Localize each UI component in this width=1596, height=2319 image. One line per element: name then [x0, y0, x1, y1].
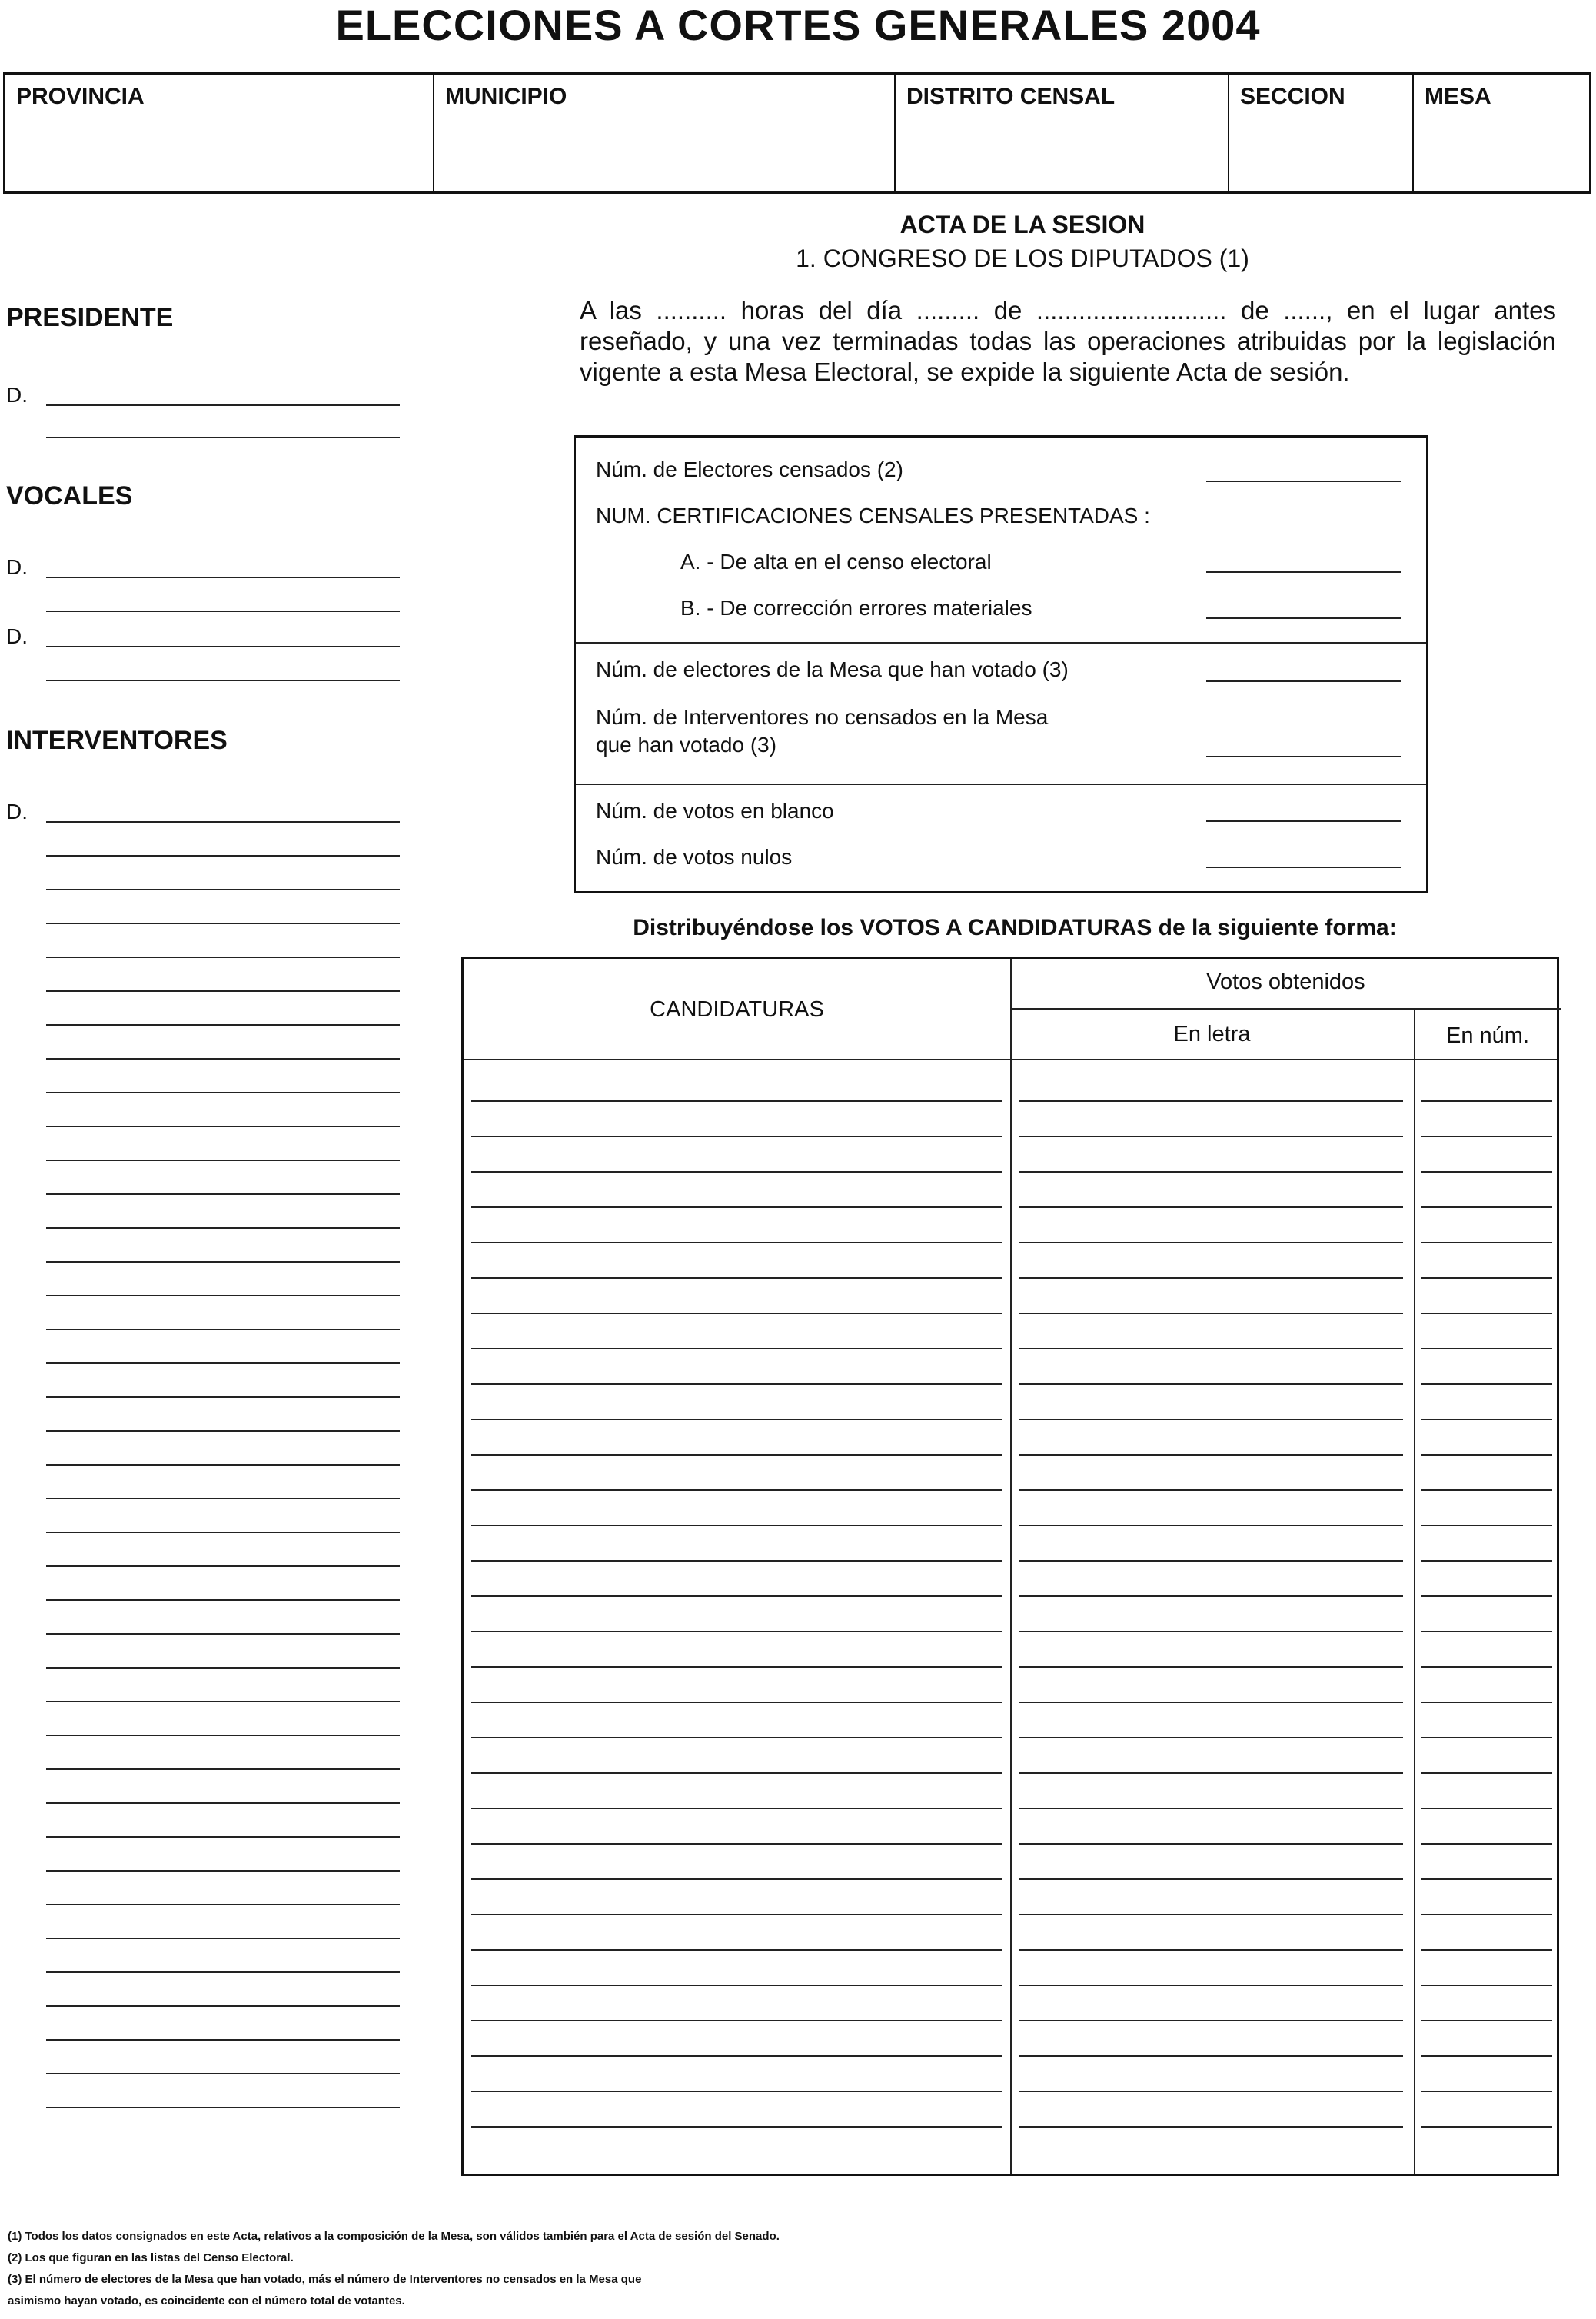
interventor-signature-line[interactable]	[46, 855, 400, 857]
voting-summary-box	[574, 435, 1428, 893]
interventor-signature-line[interactable]	[46, 1768, 400, 1770]
votos-letra-line[interactable]	[1019, 1737, 1403, 1738]
presidente-signature-line[interactable]	[46, 404, 400, 406]
presidente-label: PRESIDENTE	[6, 303, 174, 332]
votos-num-line[interactable]	[1421, 1914, 1552, 1915]
votos-letra-line[interactable]	[1019, 1985, 1403, 1986]
votos-num-line[interactable]	[1421, 1737, 1552, 1738]
votos-num-line[interactable]	[1421, 1808, 1552, 1809]
votos-num-line[interactable]	[1421, 1277, 1552, 1279]
interventor-signature-line[interactable]	[46, 2039, 400, 2041]
votos-num-line[interactable]	[1421, 1136, 1552, 1137]
vocal-2-d-label: D.	[6, 624, 28, 648]
acta-intro-paragraph: A las .......... horas del día ......... de ........................... de ......, en el lugar antes reseñado, y una vez terminadas todas las operaciones atribuidas por la legislación vigente a esta Mesa Electoral, se expide la siguiente Acta de sesión.	[580, 296, 1556, 386]
interventor-signature-line[interactable]	[46, 2107, 400, 2108]
votos-letra-line[interactable]	[1019, 1348, 1403, 1349]
candidatura-line[interactable]	[471, 2091, 1002, 2092]
candidatura-line[interactable]	[471, 1878, 1002, 1880]
interventor-signature-line[interactable]	[46, 1464, 400, 1466]
votos-letra-line[interactable]	[1019, 1206, 1403, 1208]
electores-votado-label: Núm. de electores de la Mesa que han votado (3)	[596, 657, 1069, 681]
votos-num-line[interactable]	[1421, 2020, 1552, 2021]
interventor-signature-line[interactable]	[46, 1904, 400, 1905]
candidatura-line[interactable]	[471, 1560, 1002, 1562]
interventor-signature-line[interactable]	[46, 1633, 400, 1635]
vocal-1-signature-line-2[interactable]	[46, 611, 400, 612]
votos-letra-line[interactable]	[1019, 1631, 1403, 1632]
col-num-header: En núm.	[1446, 1023, 1529, 1048]
votos-num-line[interactable]	[1421, 1419, 1552, 1420]
cert-alta-label: A. - De alta en el censo electoral	[680, 550, 992, 574]
candidatura-line[interactable]	[471, 1772, 1002, 1774]
electores-votado-field[interactable]	[1206, 680, 1401, 682]
interventor-signature-line[interactable]	[46, 1193, 400, 1195]
votos-letra-line[interactable]	[1019, 1454, 1403, 1456]
votos-num-line[interactable]	[1421, 1949, 1552, 1951]
votos-nulos-field[interactable]	[1206, 867, 1401, 868]
interventor-signature-line[interactable]	[46, 1058, 400, 1060]
votos-num-line[interactable]	[1421, 2126, 1552, 2128]
votos-nulos-label: Núm. de votos nulos	[596, 845, 793, 869]
candidatura-line[interactable]	[471, 1949, 1002, 1951]
votos-blanco-label: Núm. de votos en blanco	[596, 799, 834, 823]
votos-blanco-field[interactable]	[1206, 820, 1401, 822]
candidatura-line[interactable]	[471, 1702, 1002, 1703]
interventor-signature-line[interactable]	[46, 1802, 400, 1804]
interventor-signature-line[interactable]	[46, 1498, 400, 1499]
votos-letra-line[interactable]	[1019, 1419, 1403, 1420]
interventor-signature-line[interactable]	[46, 1227, 400, 1229]
votos-letra-line[interactable]	[1019, 1772, 1403, 1774]
interventor-signature-line[interactable]	[46, 1971, 400, 1973]
candidatura-line[interactable]	[471, 1454, 1002, 1456]
candidatura-line[interactable]	[471, 1914, 1002, 1915]
votos-num-line[interactable]	[1421, 1702, 1552, 1703]
votos-letra-line[interactable]	[1019, 1914, 1403, 1915]
interventores-label: INTERVENTORES	[6, 726, 228, 755]
field-seccion[interactable]	[1228, 75, 1412, 191]
interventor-signature-line[interactable]	[46, 1599, 400, 1601]
votos-letra-line[interactable]	[1019, 2020, 1403, 2021]
interventor-signature-line[interactable]	[46, 821, 400, 823]
document-title: ELECCIONES A CORTES GENERALES 2004	[335, 1, 1261, 49]
presidente-d-label: D.	[6, 383, 28, 407]
footnote-3-continued: asimismo hayan votado, es coincidente con el número total de votantes.	[8, 2294, 405, 2307]
votos-num-line[interactable]	[1421, 1348, 1552, 1349]
vocal-2-signature-line[interactable]	[46, 646, 400, 647]
candidatura-line[interactable]	[471, 1206, 1002, 1208]
votos-num-line[interactable]	[1421, 1242, 1552, 1243]
col-divider-num	[1414, 1008, 1415, 2174]
interventor-signature-line[interactable]	[46, 1870, 400, 1872]
interventor-signature-line[interactable]	[46, 1396, 400, 1398]
interventor-signature-line[interactable]	[46, 1329, 400, 1330]
vocal-1-d-label: D.	[6, 555, 28, 579]
candidatura-line[interactable]	[471, 1242, 1002, 1243]
votos-num-line[interactable]	[1421, 1525, 1552, 1526]
votos-num-line[interactable]	[1421, 1171, 1552, 1173]
acta-heading: ACTA DE LA SESION	[899, 211, 1145, 238]
votos-letra-line[interactable]	[1019, 2091, 1403, 2092]
table-header-bottom	[464, 1059, 1557, 1060]
vocal-2-signature-line-2[interactable]	[46, 680, 400, 681]
field-municipio-label: MUNICIPIO	[445, 84, 567, 109]
votos-letra-line[interactable]	[1019, 1171, 1403, 1173]
interventor-signature-line[interactable]	[46, 1362, 400, 1364]
candidatura-line[interactable]	[471, 1595, 1002, 1597]
candidatura-line[interactable]	[471, 1100, 1002, 1102]
interventor-signature-line[interactable]	[46, 889, 400, 890]
votos-letra-line[interactable]	[1019, 2126, 1403, 2128]
votos-letra-line[interactable]	[1019, 1666, 1403, 1668]
votos-letra-line[interactable]	[1019, 1277, 1403, 1279]
interventor-signature-line[interactable]	[46, 1092, 400, 1093]
interventor-signature-line[interactable]	[46, 923, 400, 924]
interventores-votado-field[interactable]	[1206, 756, 1401, 757]
footnote-3: (3) El número de electores de la Mesa que han votado, más el número de Interventores no censados en la Mesa que	[8, 2273, 642, 2286]
candidatura-line[interactable]	[471, 1348, 1002, 1349]
summary-divider-1	[576, 642, 1426, 644]
candidatura-line[interactable]	[471, 1631, 1002, 1632]
candidatura-line[interactable]	[471, 1313, 1002, 1314]
interventor-signature-line[interactable]	[46, 1430, 400, 1432]
interventor-signature-line[interactable]	[46, 990, 400, 992]
footnote-1: (1) Todos los datos consignados en este Acta, relativos a la composición de la Mesa, son válidos también para el Acta de sesión del Senado.	[8, 2230, 780, 2243]
interventor-d-label: D.	[6, 800, 28, 823]
field-mesa-label: MESA	[1425, 84, 1491, 109]
interventor-signature-line[interactable]	[46, 1160, 400, 1161]
interventor-signature-line[interactable]	[46, 1836, 400, 1838]
field-seccion-label: SECCION	[1240, 84, 1345, 109]
candidatura-line[interactable]	[471, 1808, 1002, 1809]
candidaturas-table	[461, 957, 1559, 2176]
electores-censados-label: Núm. de Electores censados (2)	[596, 457, 903, 481]
candidatura-line[interactable]	[471, 1277, 1002, 1279]
interventor-signature-line[interactable]	[46, 1532, 400, 1533]
candidatura-line[interactable]	[471, 1489, 1002, 1491]
vocal-1-signature-line[interactable]	[46, 577, 400, 578]
field-provincia[interactable]	[5, 75, 433, 191]
interventor-signature-line[interactable]	[46, 1565, 400, 1567]
electores-censados-field[interactable]	[1206, 481, 1401, 482]
votos-letra-line[interactable]	[1019, 1383, 1403, 1385]
header-fields-box	[3, 72, 1591, 194]
votos-num-line[interactable]	[1421, 1100, 1552, 1102]
summary-divider-2	[576, 784, 1426, 785]
votos-subheader-divider	[1010, 1008, 1561, 1010]
cert-alta-field[interactable]	[1206, 571, 1401, 573]
vocales-label: VOCALES	[6, 481, 133, 511]
votos-letra-line[interactable]	[1019, 1313, 1403, 1314]
votos-num-line[interactable]	[1421, 1383, 1552, 1385]
votos-num-line[interactable]	[1421, 1454, 1552, 1456]
votos-letra-line[interactable]	[1019, 2055, 1403, 2057]
interventores-votado-label-1: Núm. de Interventores no censados en la Mesa	[596, 705, 1049, 729]
candidatura-line[interactable]	[471, 1666, 1002, 1668]
votos-num-line[interactable]	[1421, 1313, 1552, 1314]
votos-letra-line[interactable]	[1019, 1702, 1403, 1703]
votos-letra-line[interactable]	[1019, 1595, 1403, 1597]
field-provincia-label: PROVINCIA	[16, 84, 145, 109]
cert-correccion-field[interactable]	[1206, 617, 1401, 619]
footnote-2: (2) Los que figuran en las listas del Censo Electoral.	[8, 2251, 294, 2264]
candidatura-line[interactable]	[471, 1525, 1002, 1526]
interventor-signature-line[interactable]	[46, 957, 400, 958]
field-municipio[interactable]	[433, 75, 894, 191]
votos-num-line[interactable]	[1421, 2091, 1552, 2092]
candidatura-line[interactable]	[471, 1383, 1002, 1385]
interventores-votado-label-2: que han votado (3)	[596, 733, 777, 757]
votos-num-line[interactable]	[1421, 2055, 1552, 2057]
interventor-signature-line[interactable]	[46, 1735, 400, 1736]
votos-letra-line[interactable]	[1019, 1560, 1403, 1562]
interventor-signature-line[interactable]	[46, 1261, 400, 1263]
field-distrito-censal[interactable]	[894, 75, 1228, 191]
votos-num-line[interactable]	[1421, 1843, 1552, 1845]
candidatura-line[interactable]	[471, 1419, 1002, 1420]
candidatura-line[interactable]	[471, 1985, 1002, 1986]
votos-num-line[interactable]	[1421, 1206, 1552, 1208]
votos-num-line[interactable]	[1421, 1560, 1552, 1562]
distribution-heading: Distribuyéndose los VOTOS A CANDIDATURAS de la siguiente forma:	[633, 915, 1397, 940]
candidatura-line[interactable]	[471, 1171, 1002, 1173]
col-letra-header: En letra	[1173, 1022, 1251, 1046]
votos-num-line[interactable]	[1421, 1666, 1552, 1668]
votos-letra-line[interactable]	[1019, 1136, 1403, 1137]
votos-letra-line[interactable]	[1019, 1525, 1403, 1526]
votos-letra-line[interactable]	[1019, 1808, 1403, 1809]
votos-letra-line[interactable]	[1019, 1242, 1403, 1243]
cert-correccion-label: B. - De corrección errores materiales	[680, 596, 1032, 620]
interventor-signature-line[interactable]	[46, 1295, 400, 1296]
field-mesa[interactable]	[1412, 75, 1589, 191]
votos-num-line[interactable]	[1421, 1878, 1552, 1880]
votos-num-line[interactable]	[1421, 1489, 1552, 1491]
votos-num-line[interactable]	[1421, 1985, 1552, 1986]
votos-letra-line[interactable]	[1019, 1878, 1403, 1880]
votos-letra-line[interactable]	[1019, 1949, 1403, 1951]
field-distrito-label: DISTRITO CENSAL	[906, 84, 1116, 109]
interventor-signature-line[interactable]	[46, 1126, 400, 1127]
interventor-signature-line[interactable]	[46, 1667, 400, 1669]
col-divider-letra	[1010, 959, 1012, 2174]
candidatura-line[interactable]	[471, 2055, 1002, 2057]
presidente-signature-line-2[interactable]	[46, 437, 400, 438]
candidatura-line[interactable]	[471, 2020, 1002, 2021]
candidatura-line[interactable]	[471, 1737, 1002, 1738]
votos-letra-line[interactable]	[1019, 1843, 1403, 1845]
interventor-signature-line[interactable]	[46, 2073, 400, 2074]
col-votos-header: Votos obtenidos	[1206, 970, 1365, 994]
candidatura-line[interactable]	[471, 2126, 1002, 2128]
interventor-signature-line[interactable]	[46, 1701, 400, 1702]
interventor-signature-line[interactable]	[46, 2005, 400, 2007]
interventor-signature-line[interactable]	[46, 1024, 400, 1026]
acta-subheading: 1. CONGRESO DE LOS DIPUTADOS (1)	[796, 245, 1249, 272]
col-candidaturas-header: CANDIDATURAS	[650, 997, 824, 1022]
votos-letra-line[interactable]	[1019, 1100, 1403, 1102]
votos-num-line[interactable]	[1421, 1595, 1552, 1597]
candidatura-line[interactable]	[471, 1843, 1002, 1845]
votos-num-line[interactable]	[1421, 1772, 1552, 1774]
interventor-signature-line[interactable]	[46, 1938, 400, 1939]
votos-letra-line[interactable]	[1019, 1489, 1403, 1491]
candidatura-line[interactable]	[471, 1136, 1002, 1137]
votos-num-line[interactable]	[1421, 1631, 1552, 1632]
certificaciones-label: NUM. CERTIFICACIONES CENSALES PRESENTADAS :	[596, 504, 1150, 527]
